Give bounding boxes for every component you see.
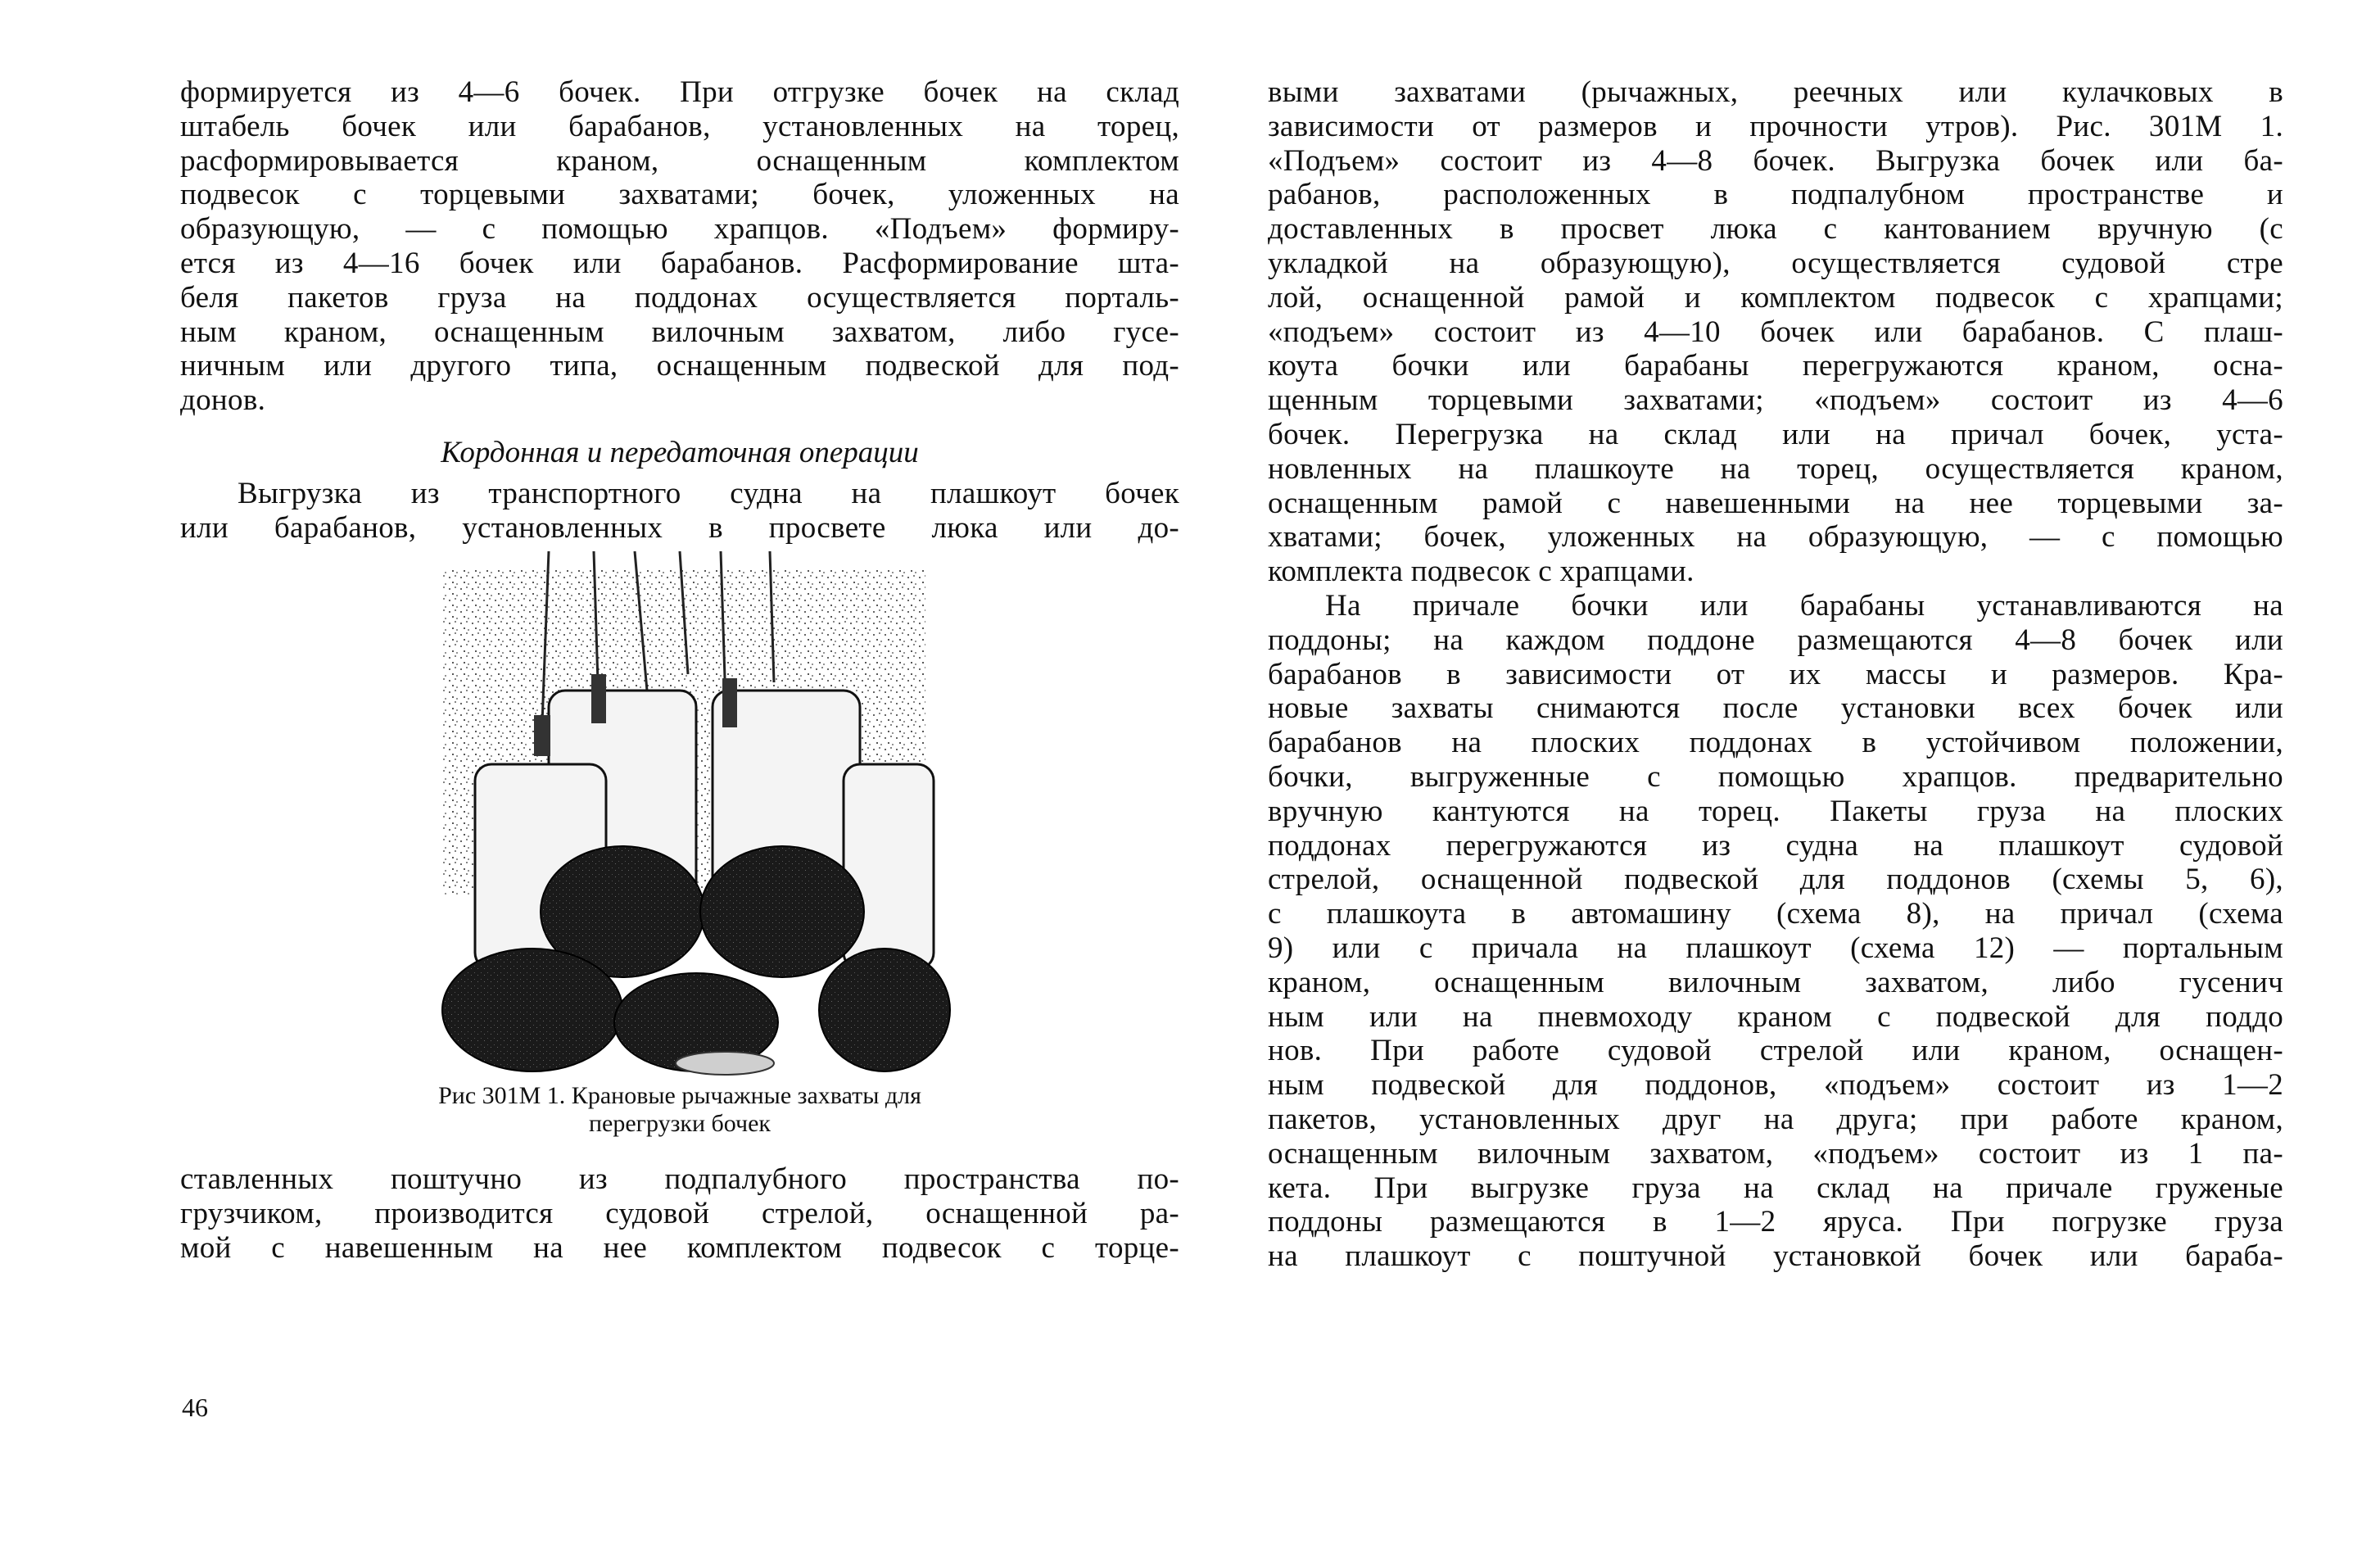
text-line: выми захватами (рычажных, реечных или кулачковых в: [1268, 75, 2283, 109]
left-page: [180, 75, 1179, 1266]
text-line: укладкой на образующую), осуществляется судовой стре: [1268, 246, 2283, 280]
text-line: новые захваты снимаются после установки всех бочек или: [1268, 691, 2283, 726]
text-line: донов.: [180, 383, 266, 418]
text-line: поддоны размещаются в 1—2 яруса. При погрузке груза: [1268, 1205, 2283, 1239]
text-line: «подъем» состоит из 4—10 бочек или барабанов. С плаш-: [1268, 315, 2283, 349]
text-line: с плашкоута в автомашину (схема 8), на причал (схема: [1268, 897, 2283, 931]
text-line: бочки, выгруженные с помощью храпцов. предварительно: [1268, 759, 2283, 794]
figure-crane-grabs: [180, 551, 1179, 1141]
text-line: коута бочки или барабаны перегружаются краном, осна-: [1268, 349, 2283, 383]
left-paragraph-2: [180, 477, 1179, 546]
text-line: ничным или другого типа, оснащенным подвеской для под-: [180, 349, 1179, 383]
text-line: ным подвеской для поддонов, «подъем» состоит из 1—2: [1268, 1068, 2283, 1103]
text-line: щенным торцевыми захватами; «подъем» состоит из 4—6: [1268, 383, 2283, 418]
text-line: или барабанов, установленных в просвете люка или до-: [180, 510, 1179, 545]
text-line: формируется из 4—6 бочек. При отгрузке бочек на склад: [180, 75, 1179, 109]
page-number: 46: [182, 1393, 208, 1422]
text-line: комплекта подвесок с храпцами.: [1268, 555, 1695, 589]
caption-line-2: перегрузки бочек: [588, 1110, 771, 1138]
caption-line-1: Рис 301М 1. Крановые рычажные захваты для: [438, 1082, 921, 1110]
text-line: краном, оснащенным вилочным захватом, либо гусенич: [1268, 965, 2283, 999]
section-heading: Кордонная и передаточная операции: [441, 435, 919, 469]
text-line: грузчиком, производится судовой стрелой, оснащенной ра-: [180, 1197, 1179, 1231]
left-paragraph-1: [180, 75, 1179, 418]
right-page: [1268, 75, 2283, 1274]
text-line: барабанов на плоских поддонах в устойчивом положении,: [1268, 726, 2283, 760]
text-line: пакетов, установленных друг на друга; при работе краном,: [1268, 1102, 2283, 1136]
figure-caption: [180, 1082, 1179, 1138]
text-line: мой с навешенным на нее комплектом подвесок с торце-: [180, 1230, 1179, 1265]
text-line: расформировывается краном, оснащенным комплектом: [180, 143, 1179, 178]
text-line: доставленных в просвет люка с кантованием вручную (с: [1268, 212, 2283, 247]
text-line: образующую, — с помощью храпцов. «Подъем» формиру-: [180, 212, 1179, 247]
text-line: подвесок с торцевыми захватами; бочек, уложенных на: [180, 178, 1179, 212]
text-line: нов. При работе судовой стрелой или краном, оснащен-: [1268, 1034, 2283, 1068]
text-line: новленных на плашкоуте на торец, осуществляется краном,: [1268, 451, 2283, 486]
text-line: хватами; бочек, уложенных на образующую, — с помощью: [1268, 520, 2283, 555]
text-line: кета. При выгрузке груза на склад на причале груженые: [1268, 1171, 2283, 1205]
left-paragraph-3: [180, 1162, 1179, 1265]
text-line: ным краном, оснащенным вилочным захватом, либо гусе-: [180, 315, 1179, 349]
text-line: штабель бочек или барабанов, установленных на торец,: [180, 109, 1179, 143]
text-line: ставленных поштучно из подпалубного пространства по-: [180, 1162, 1179, 1197]
text-line: «Подъем» состоит из 4—8 бочек. Выгрузка бочек или ба-: [1268, 143, 2283, 178]
text-line: на плашкоут с поштучной установкой бочек или бараба-: [1268, 1239, 2283, 1274]
text-line: стрелой, оснащенной подвеской для поддонов (схемы 5, 6),: [1268, 863, 2283, 897]
text-line: поддоны; на каждом поддоне размещаются 4—8 бочек или: [1268, 623, 2283, 657]
text-line: Выгрузка из транспортного судна на плашкоут бочек: [238, 476, 1179, 510]
text-line: рабанов, расположенных в подпалубном пространстве и: [1268, 178, 2283, 212]
text-line: оснащенным вилочным захватом, «подъем» состоит из 1 па-: [1268, 1136, 2283, 1171]
barrels-illustration: [401, 551, 958, 1076]
text-line: бочек. Перегрузка на склад или на причал бочек, уста-: [1268, 417, 2283, 451]
text-line: ным или на пневмоходу краном с подвеской для поддо: [1268, 999, 2283, 1034]
text-line: лой, оснащенной рамой и комплектом подвесок с храпцами;: [1268, 280, 2283, 315]
text-line: вручную кантуются на торец. Пакеты груза на плоских: [1268, 794, 2283, 828]
text-line: оснащенным рамой с навешенными на нее торцевыми за-: [1268, 486, 2283, 520]
right-paragraph-1: [1268, 75, 2283, 589]
text-line: ется из 4—16 бочек или барабанов. Расформирование шта-: [180, 246, 1179, 280]
text-line: беля пакетов груза на поддонах осуществляется порталь-: [180, 280, 1179, 315]
text-line: поддонах перегружаются из судна на плашкоут судовой: [1268, 828, 2283, 863]
text-line: барабанов в зависимости от их массы и размеров. Кра-: [1268, 657, 2283, 691]
text-line: На причале бочки или барабаны устанавливаются на: [1325, 588, 2283, 623]
right-paragraph-2: [1268, 589, 2283, 1274]
text-line: зависимости от размеров и прочности утров). Рис. 301М 1.: [1268, 109, 2283, 143]
text-line: 9) или с причала на плашкоут (схема 12) — портальным: [1268, 931, 2283, 965]
